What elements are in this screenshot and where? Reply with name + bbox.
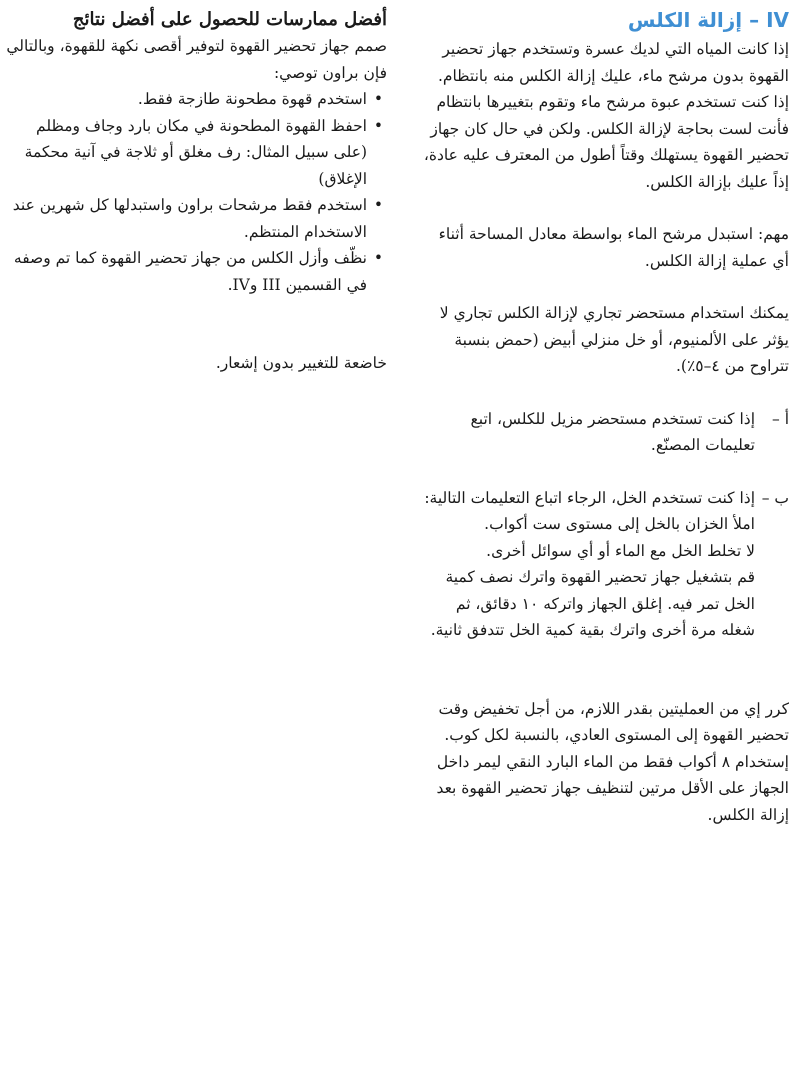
list-item: • استخدم فقط مرشحات براون واستبدلها كل شهرين عند الاستخدام المنتظم.: [4, 192, 387, 245]
rinse-instructions: إستخدام ٨ أكواب فقط من الماء البارد النقي ليمر داخل الجهاز على الأقل مرتين لتنظيف جهاز تحضير القهوة بعد إزالة الكلس.: [436, 752, 789, 824]
step-b-label: ب –: [761, 488, 789, 507]
step-b-line: قم بتشغيل جهاز تحضير القهوة واترك نصف كمية الخل تمر فيه. إغلق الجهاز واتركه ١٠ دقائق، ثم شغله مرة أخرى واترك بقية كمية الخل تتدفق ثانية.: [430, 568, 755, 639]
step-b-instructions: [421, 511, 789, 644]
step-a-text: إذا كنت تستخدم مستحضر مزيل للكلس، اتبع تعليمات المصنّع.: [470, 409, 755, 454]
best-practices-title: أفضل ممارسات للحصول على أفضل نتائج: [72, 9, 387, 30]
repeat-instructions: كرر إي من العمليتين بقدر اللازم، من أجل تخفيض وقت تحضير القهوة إلى المستوى العادي، بالنسبة لكل كوب.: [438, 699, 789, 744]
step-a-label: أ –: [772, 409, 789, 428]
step-b-line: املأ الخزان بالخل إلى مستوى ست أكواب.: [484, 515, 755, 533]
change-notice: خاضعة للتغيير بدون إشعار.: [215, 354, 387, 372]
descaling-intro: إذا كانت المياه التي لديك عسرة وتستخدم جهاز تحضير القهوة بدون مرشح ماء، عليك إزالة الكلس منه بانتظام. إذا كنت تستخدم عبوة مرشح ماء وتقوم بتغييرها بانتظام فأنت لست بحاجة لإزالة الكلس. ولكن في حال كان جهاز تحضير القهوة يستهلك وقتاً أطول من المعترف عليه عادة، إذاً عليك بإزالة الكلس.: [423, 40, 789, 191]
section-title: IV – إزالة الكلس: [627, 8, 789, 32]
step-b-text: إذا كنت تستخدم الخل، الرجاء اتباع التعليمات التالية:: [424, 488, 755, 507]
descaling-options: يمكنك استخدام مستحضر تجاري لإزالة الكلس تجاري لا يؤثر على الألمنيوم، أو خل منزلي أبيض (حمض بنسبة تتراوح من ٤–٥٪).: [439, 304, 789, 375]
step-b: [421, 485, 789, 512]
step-b-line: لا تخلط الخل مع الماء أو أي سوائل أخرى.: [486, 541, 755, 560]
best-practices-intro: صمم جهاز تحضير القهوة لتوفير أقصى نكهة للقهوة، وبالتالي فإن براون توصي:: [6, 37, 387, 82]
list-item: • نظّف وأزل الكلس من جهاز تحضير القهوة كما تم وصفه في القسمين III وIV.: [4, 245, 387, 298]
list-item: • استخدم قهوة مطحونة طازجة فقط.: [4, 86, 387, 113]
list-item: • احفظ القهوة المطحونة في مكان بارد وجاف ومظلم (على سبيل المثال: رف مغلق أو ثلاجة في آنية محكمة الإغلاق): [4, 113, 387, 193]
best-practices-list: [4, 86, 387, 298]
descaling-column: [421, 6, 789, 828]
best-practices-column: [4, 6, 387, 377]
step-a: [421, 406, 789, 459]
important-note: مهم: استبدل مرشح الماء بواسطة معادل المساحة أثناء أي عملية إزالة الكلس.: [438, 225, 789, 270]
